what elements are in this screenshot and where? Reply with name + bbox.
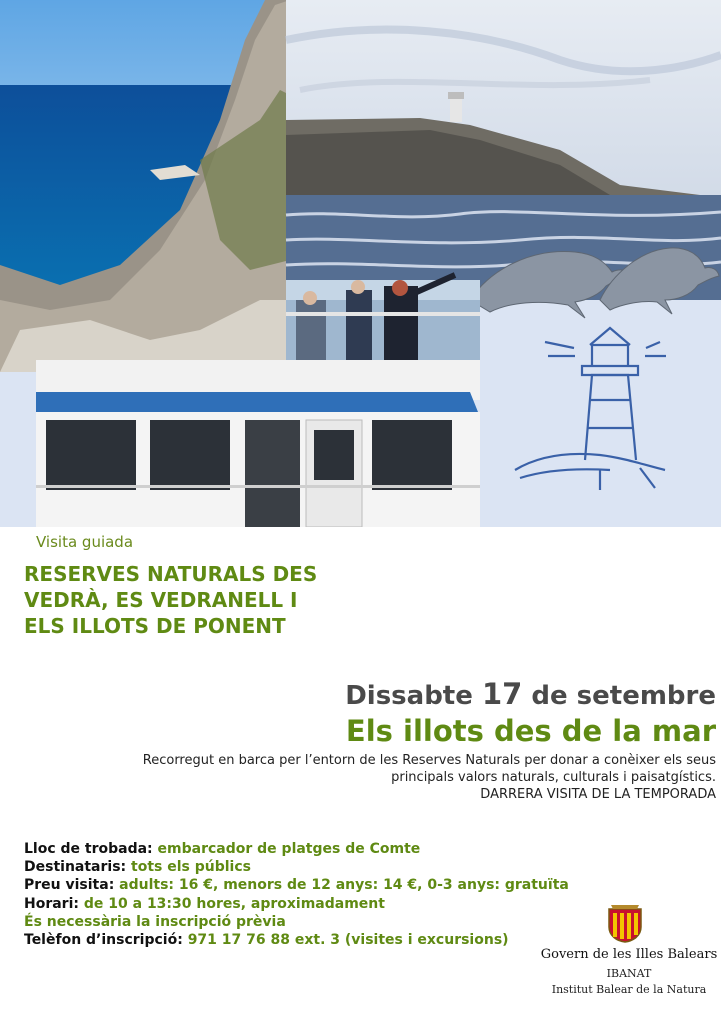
event-description xyxy=(36,752,716,803)
event-title xyxy=(24,561,384,639)
coat-of-arms-icon xyxy=(607,905,643,943)
schedule-value: de 10 a 13:30 hores, aproximadament xyxy=(83,895,385,912)
phone-row xyxy=(24,931,569,949)
title-line-3: ELS ILLOTS DE PONENT xyxy=(24,614,286,638)
registration-note: És necessària la inscripció prèvia xyxy=(24,913,286,930)
phone-value: 971 17 76 88 ext. 3 (visites i excursions) xyxy=(187,932,509,949)
sky-panel xyxy=(480,300,721,527)
title-line-2: VEDRÀ, ES VEDRANELL I xyxy=(24,588,298,612)
meeting-point-value: embarcador de platges de Comte xyxy=(157,841,421,857)
phone-label: Telèfon d’inscripció: xyxy=(24,932,183,949)
audience-label: Destinataris: xyxy=(24,859,127,876)
meeting-point-label: Lloc de trobada: xyxy=(24,841,153,857)
cliff-photo xyxy=(0,0,290,372)
description-line-3: DARRERA VISITA DE LA TEMPORADA xyxy=(480,787,716,802)
title-line-1: RESERVES NATURALS DES xyxy=(24,562,318,586)
meeting-point-row xyxy=(24,840,569,858)
event-date xyxy=(345,677,716,711)
logo-institute-name: Institut Balear de la Natura xyxy=(551,983,707,996)
price-row xyxy=(24,876,569,894)
audience-row xyxy=(24,858,569,876)
date-month: de setembre xyxy=(531,681,716,711)
description-line-1: Recorregut en barca per l’entorn de les Reserves Naturals per donar a conèixer els seus xyxy=(142,753,716,768)
event-headline: Els illots des de la mar xyxy=(345,714,716,748)
logo-org-name: Govern de les Illes Balears xyxy=(540,947,718,962)
event-type-label: Visita guiada xyxy=(36,533,134,551)
schedule-label: Horari: xyxy=(24,895,79,912)
schedule-row xyxy=(24,895,569,913)
price-label: Preu visita: xyxy=(24,877,115,894)
event-details xyxy=(24,840,569,949)
audience-value: tots els públics xyxy=(131,859,251,876)
date-day: 17 xyxy=(481,677,523,711)
description-line-2: principals valors naturals, culturals i paisatgístics. xyxy=(391,770,716,785)
logo-abbreviation: IBANAT xyxy=(606,967,652,980)
price-value: adults: 16 €, menors de 12 anys: 14 €, 0-3 anys: gratuïta xyxy=(119,877,569,894)
date-day-name: Dissabte xyxy=(345,681,473,711)
